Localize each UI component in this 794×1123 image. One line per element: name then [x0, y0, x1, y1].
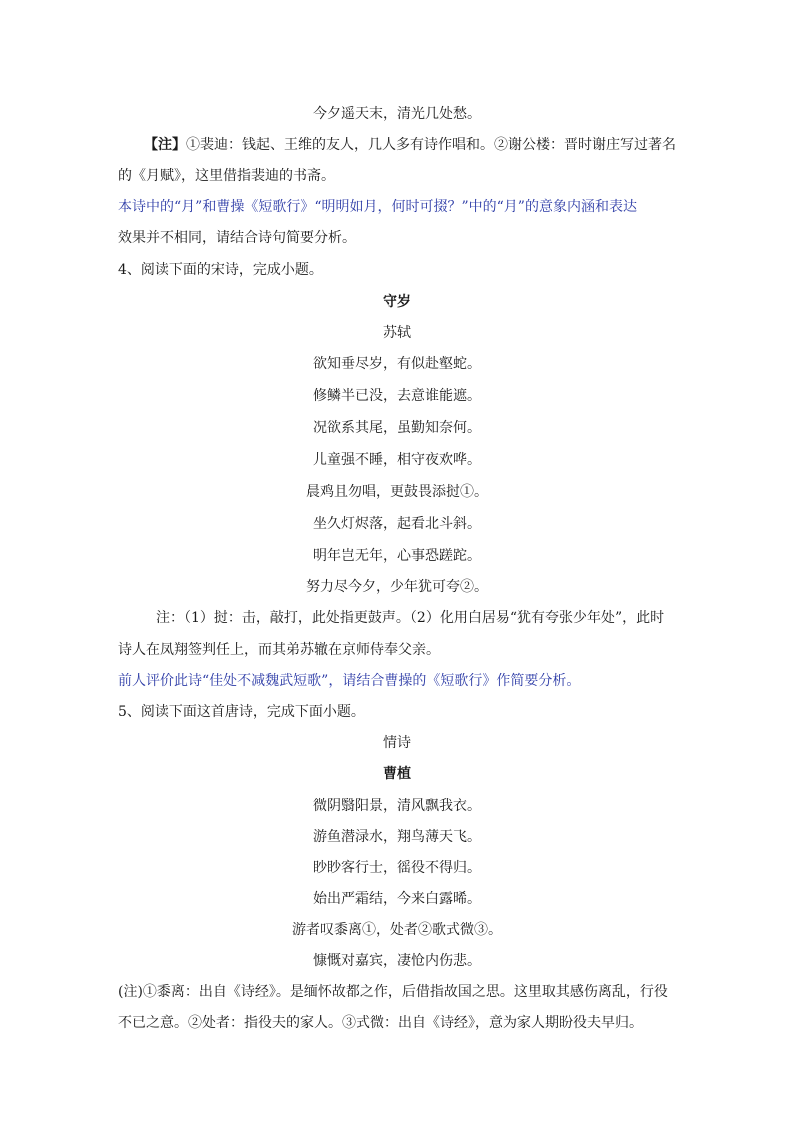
note-text: 注：（1）挝：击，敲打，此处指更鼓声。（2）化用白居易“犹有夸张少年处”，此时 — [156, 610, 665, 626]
poem-line: 欲知垂尽岁，有似赴壑蛇。 — [313, 356, 481, 372]
question-text-cont: 效果并不相同，请结合诗句简要分析。 — [118, 230, 356, 246]
poem-line: 修鳞半已没，去意谁能遮。 — [313, 388, 481, 404]
poem-line: 眇眇客行士，徭役不得归。 — [313, 860, 481, 876]
note-bracket: 【注】 — [144, 137, 186, 153]
poem-line: 况欲系其尾，虽勤知奈何。 — [313, 420, 481, 436]
question-intro: 4、阅读下面的宋诗，完成小题。 — [118, 262, 323, 278]
note-text-cont: 诗人在凤翔签判任上，而其弟苏辙在京师侍奉父亲。 — [118, 642, 440, 658]
note-text-cont: 的《月赋》，这里借指裴迪的书斋。 — [118, 168, 335, 184]
poem-line: 坐久灯烬落，起看北斗斜。 — [313, 516, 481, 532]
poem-line: 游者叹黍离①，处者②歌式微③。 — [292, 922, 502, 938]
poem-line: 晨鸡且勿唱，更鼓畏添挝①。 — [306, 484, 488, 500]
poem-line: 游鱼潜渌水，翔鸟薄天飞。 — [313, 829, 481, 845]
poem-line: 微阴翳阳景，清风飘我衣。 — [313, 798, 481, 814]
note-text-cont: 不已之意。②处者：指役夫的家人。③式微：出自《诗经》，意为家人期盼役夫早归。 — [118, 1015, 643, 1031]
poem-line: 始出严霜结，今来白露晞。 — [313, 891, 481, 907]
poem-title: 情诗 — [383, 735, 411, 751]
poem-author: 苏轼 — [383, 325, 411, 341]
poem-line: 今夕遥天末，清光几处愁。 — [313, 106, 481, 122]
poem-line: 儿童强不睡，相守夜欢哗。 — [313, 452, 481, 468]
poem-author: 曹植 — [383, 766, 411, 782]
question-intro: 5、阅读下面这首唐诗，完成下面小题。 — [118, 704, 365, 720]
note-text: ①裴迪：钱起、王维的友人，几人多有诗作唱和。②谢公楼：晋时谢庄写过著名 — [186, 137, 676, 153]
poem-title: 守岁 — [383, 294, 411, 310]
note-paragraph — [144, 135, 676, 155]
poem-line: 明年岂无年，心事恐蹉跎。 — [313, 548, 481, 564]
note-text: (注)①黍离：出自《诗经》。是缅怀故都之作，后借指故国之思。这里取其感伤离乱，行役 — [118, 984, 668, 1000]
poem-line: 慷慨对嘉宾，凄怆内伤悲。 — [313, 953, 481, 969]
question-text: 本诗中的“月”和曹操《短歌行》“明明如月，何时可掇？”中的“月”的意象内涵和表达 — [118, 199, 637, 215]
question-text: 前人评价此诗“佳处不减魏武短歌”，请结合曹操的《短歌行》作简要分析。 — [118, 673, 581, 689]
poem-line: 努力尽今夕，少年犹可夸②。 — [306, 579, 488, 595]
